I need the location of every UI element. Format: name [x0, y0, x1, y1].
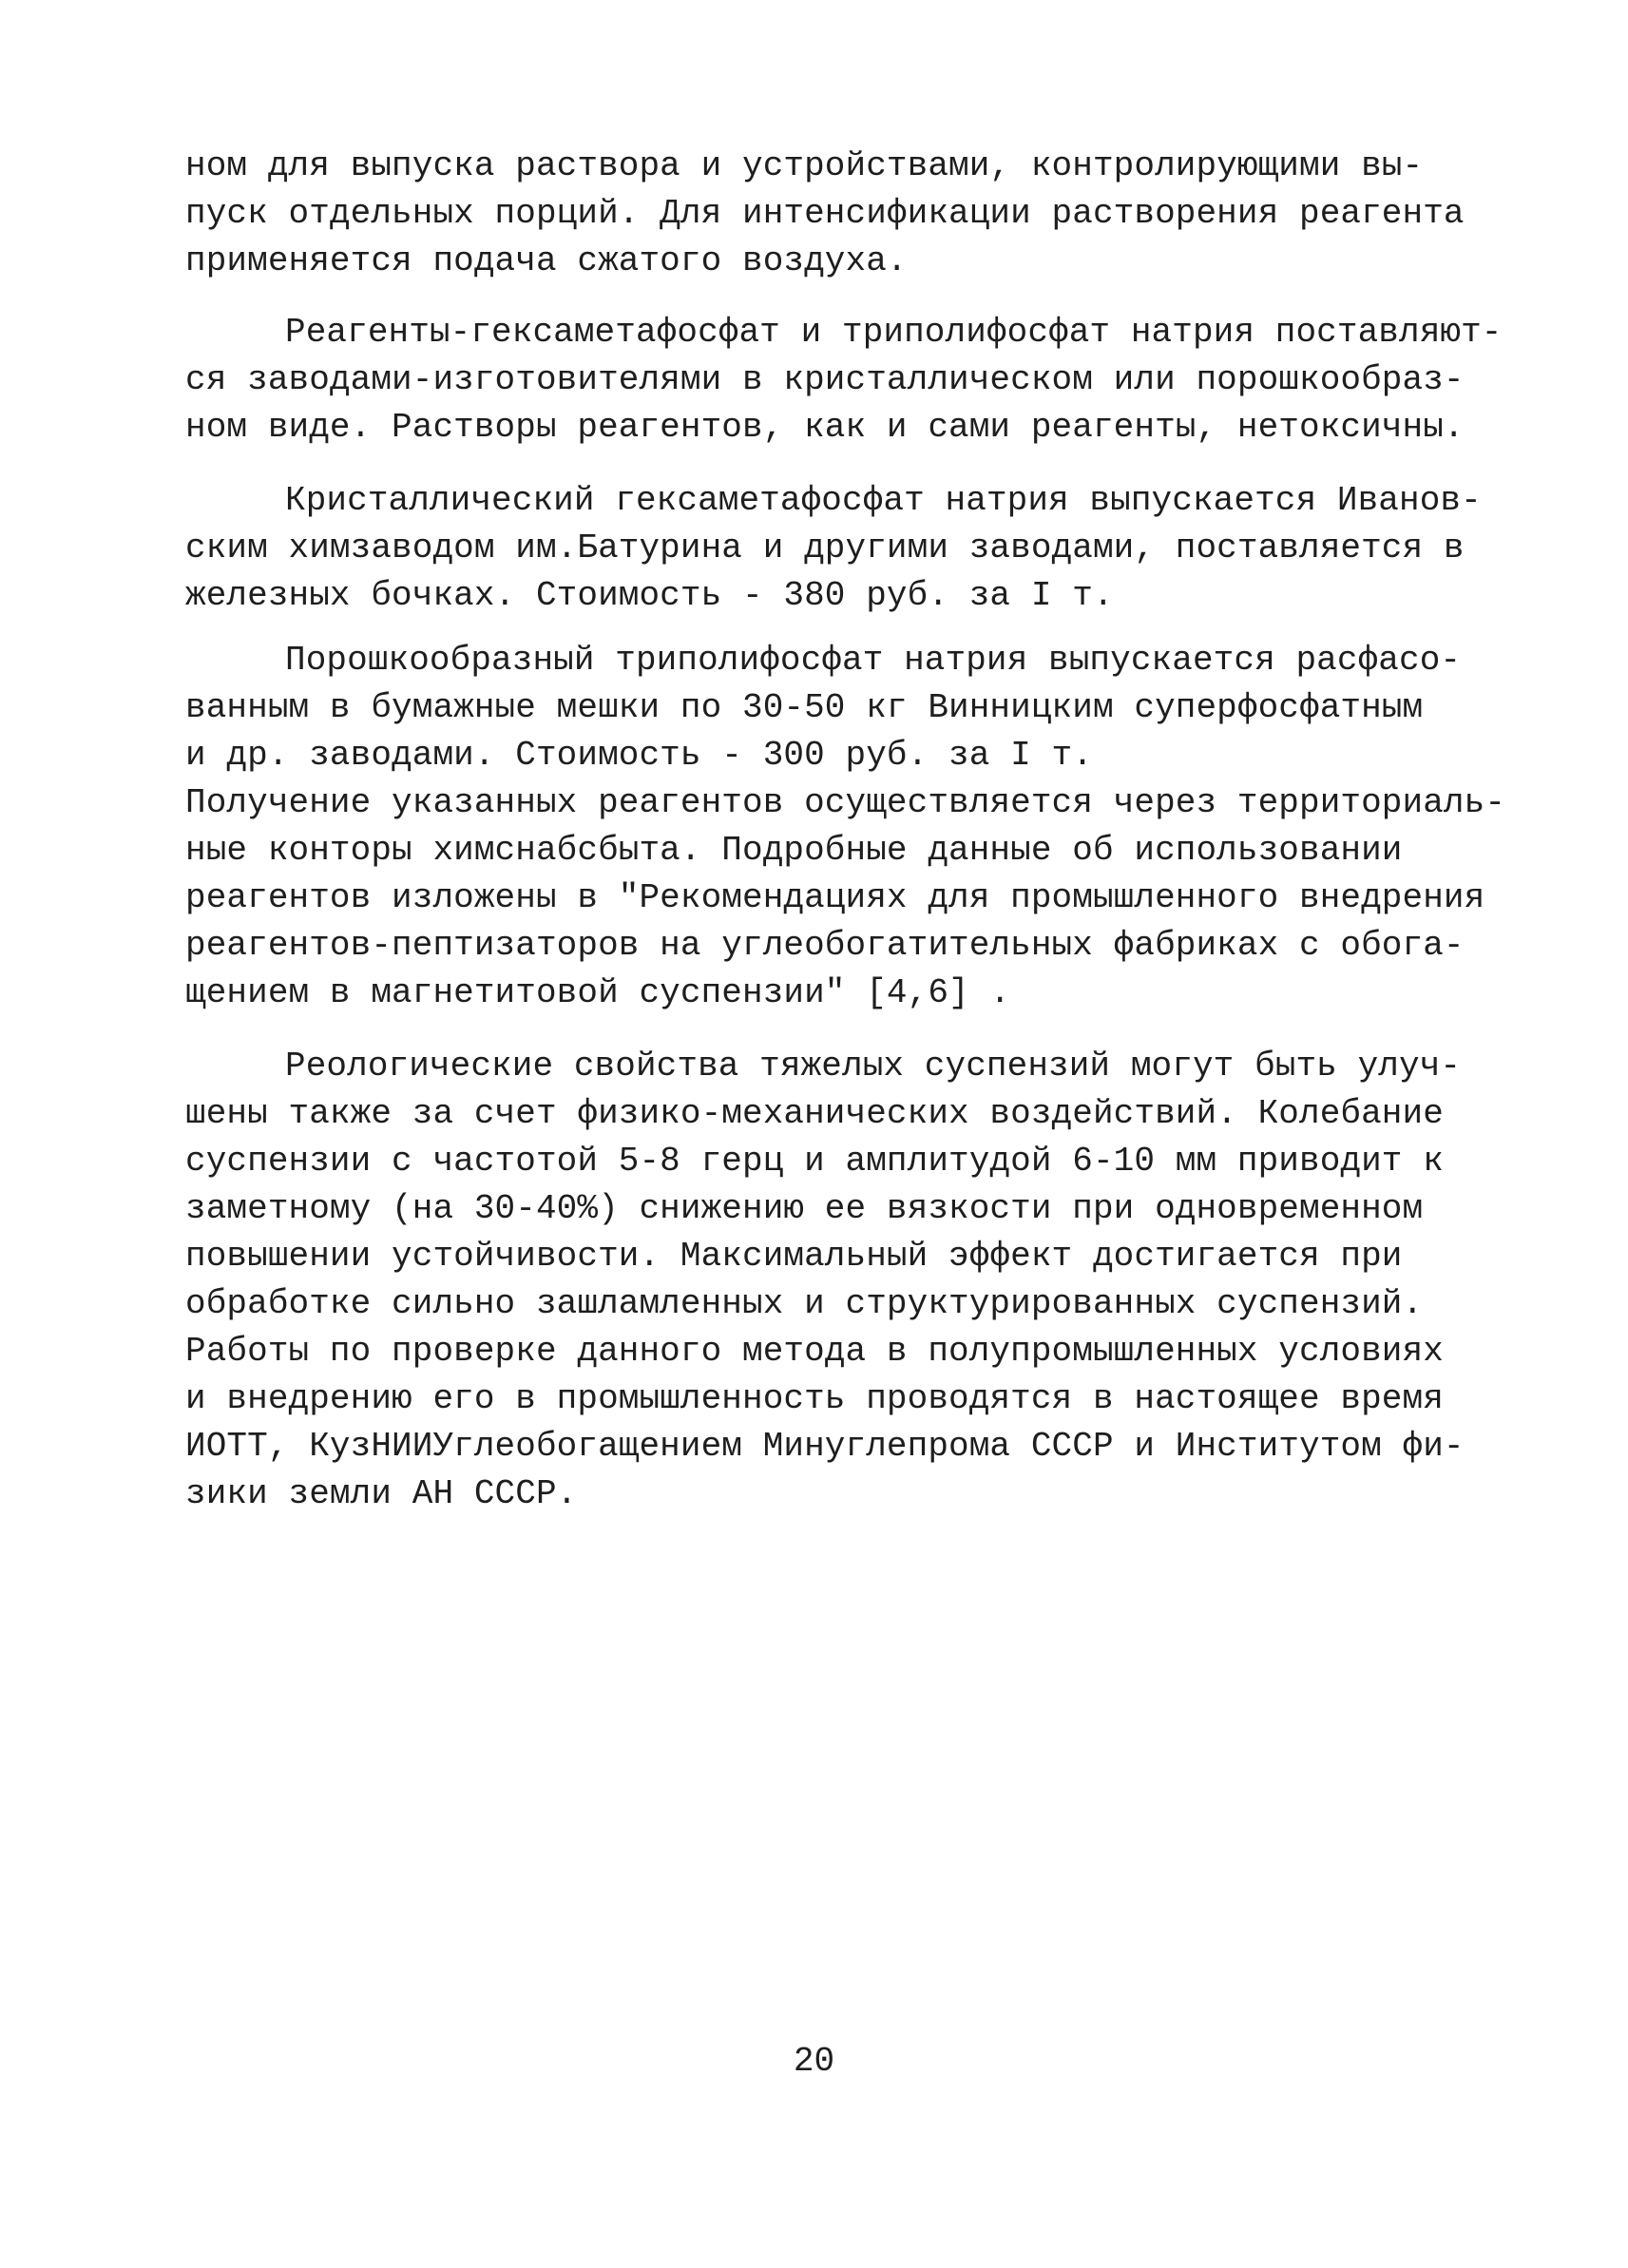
text-line: Реологические свойства тяжелых суспензий могут быть улуч-: [285, 1047, 1462, 1086]
text-line: Кристаллический гексаметафосфат натрия выпускается Иванов-: [285, 481, 1482, 520]
text-line: ИОТТ, КузНИИУглеобогащением Минуглепрома СССР и Институтом фи-: [185, 1427, 1465, 1466]
text-line: обработке сильно зашламленных и структурированных суспензий.: [185, 1284, 1424, 1323]
text-line: ся заводами-изготовителями в кристаллическом или порошкообраз-: [185, 360, 1465, 399]
text-line: Реагенты-гексаметафосфат и триполифосфат натрия поставляют-: [285, 313, 1503, 352]
text-line: ским химзаводом им.Батурина и другими заводами, поставляется в: [185, 529, 1465, 567]
text-line: Порошкообразный триполифосфат натрия выпускается расфасо-: [285, 641, 1462, 680]
text-line: ные конторы химснабсбыта. Подробные данные об использовании: [185, 831, 1403, 870]
text-line: и внедрению его в промышленность проводятся в настоящее время: [185, 1379, 1444, 1418]
text-line: зики земли АН СССР.: [185, 1474, 578, 1513]
text-line: железных бочках. Стоимость - 380 руб. за I т.: [185, 576, 1114, 615]
text-line: ванным в бумажные мешки по 30-50 кг Винницким суперфосфатным: [185, 688, 1424, 727]
text-line: Получение указанных реагентов осуществляется через территориаль-: [185, 783, 1506, 822]
text-line: ном для выпуска раствора и устройствами, контролирующими вы-: [185, 146, 1424, 185]
page-number: 20: [793, 2042, 835, 2081]
text-line: щением в магнетитовой суспензии" [4,6] .: [185, 973, 1011, 1012]
text-line: Работы по проверке данного метода в полупромышленных условиях: [185, 1332, 1444, 1371]
text-line: повышении устойчивости. Максимальный эффект достигается при: [185, 1237, 1403, 1276]
text-line: суспензии с частотой 5-8 герц и амплитудой 6-10 мм приводит к: [185, 1142, 1444, 1181]
text-line: пуск отдельных порций. Для интенсификации растворения реагента: [185, 194, 1465, 233]
text-line: и др. заводами. Стоимость - 300 руб. за I т.: [185, 736, 1093, 775]
text-line: применяется подача сжатого воздуха.: [185, 241, 908, 280]
text-line: реагентов изложены в "Рекомендациях для промышленного внедрения: [185, 878, 1485, 917]
text-line: шены также за счет физико-механических воздействий. Колебание: [185, 1094, 1444, 1133]
text-line: заметному (на 30-40%) снижению ее вязкости при одновременном: [185, 1189, 1424, 1228]
text-line: ном виде. Растворы реагентов, как и сами реагенты, нетоксичны.: [185, 408, 1465, 447]
text-line: реагентов-пептизаторов на углеобогатительных фабриках с обога-: [185, 926, 1465, 965]
